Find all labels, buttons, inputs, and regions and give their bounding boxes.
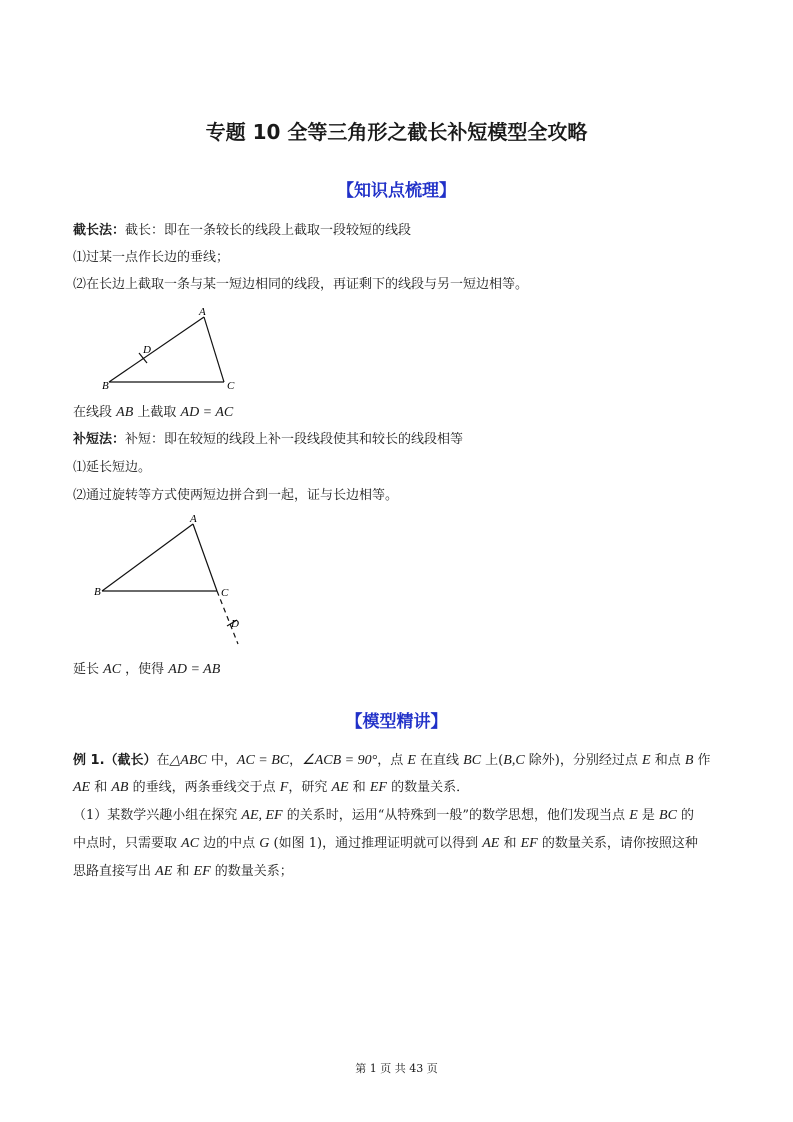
math: B,C	[503, 753, 525, 768]
example-line-4	[73, 834, 698, 854]
section-heading-knowledge: 【知识点梳理】	[337, 181, 456, 201]
page-footer: 第 1 页 共 43 页	[355, 1062, 438, 1075]
text: 和	[499, 836, 521, 851]
text: ，点	[377, 753, 408, 768]
math: AC = BC	[236, 753, 290, 768]
figure-buduan	[88, 508, 258, 648]
text: 和	[172, 864, 194, 879]
text: 在直线	[415, 753, 464, 768]
label-a: A	[199, 306, 206, 318]
math: E	[629, 808, 638, 823]
text: 除外)，分别经过点	[524, 753, 642, 768]
jiechang-step-1: ⑴过某一点作长边的垂线；	[73, 250, 230, 265]
math: BC	[463, 753, 482, 768]
caption-text: 上截取	[133, 405, 181, 420]
text: 的关系时，运用“从特殊到一般”的数学思想，他们发现当点	[282, 808, 630, 823]
label-d: D	[231, 618, 239, 630]
math: AB	[111, 780, 129, 795]
label-b: B	[102, 380, 109, 392]
text: 边的中点	[199, 836, 260, 851]
math: AE	[155, 864, 173, 879]
segment-ac	[193, 524, 217, 591]
buduan-definition	[73, 430, 463, 450]
text: ，	[289, 753, 303, 768]
math: BC	[659, 808, 677, 823]
buduan-label: 补短法：	[73, 432, 126, 447]
segment-ac	[204, 317, 224, 382]
figure-jiechang	[95, 300, 255, 395]
text: 和	[348, 780, 370, 795]
example-line-3	[73, 806, 694, 826]
text: 中点时，只需要取	[73, 836, 182, 851]
page-title: 专题 10 全等三角形之截长补短模型全攻略	[205, 120, 588, 144]
example-line-1	[73, 751, 711, 771]
jiechang-step-2: ⑵在长边上截取一条与某一短边相同的线段，再证剩下的线段与另一短边相等。	[73, 277, 529, 292]
caption-math: AD = AC	[180, 405, 234, 420]
math: B	[684, 753, 694, 768]
section-heading-model: 【模型精讲】	[345, 712, 448, 732]
text: 和点	[650, 753, 685, 768]
math: AE	[331, 780, 349, 795]
math: ∠ACB = 90°	[302, 753, 378, 768]
text: 的数量关系．	[386, 780, 470, 795]
segment-ab	[102, 524, 193, 591]
example-line-5	[73, 862, 293, 882]
text: 上(	[481, 753, 504, 768]
label-c: C	[221, 587, 229, 599]
text: ，研究	[288, 780, 332, 795]
jiechang-label: 截长法：	[73, 223, 126, 238]
text: 的数量关系，请你按照这种	[537, 836, 698, 851]
example-label: 例 1.（截长）	[73, 753, 157, 768]
label-b: B	[94, 586, 101, 598]
text: 中，	[206, 753, 237, 768]
text: （1）某数学兴趣小组在探究	[73, 808, 242, 823]
buduan-step-2: ⑵通过旋转等方式使两短边拼合到一起，证与长边相等。	[73, 488, 399, 503]
math: EF	[193, 864, 211, 879]
math: AE, EF	[241, 808, 283, 823]
label-d: D	[143, 344, 151, 356]
text: 的垂线，两条垂线交于点	[128, 780, 280, 795]
math: EF	[520, 836, 538, 851]
caption-math: AD = AB	[168, 662, 221, 677]
math: E	[642, 753, 651, 768]
text: (如图 1)，通过推理证明就可以得到	[269, 836, 483, 851]
text: 在	[156, 753, 170, 768]
math: F	[279, 780, 289, 795]
buduan-caption	[73, 660, 220, 680]
jiechang-desc: 截长：即在一条较长的线段上截取一段较短的线段	[125, 223, 412, 238]
math: EF	[369, 780, 387, 795]
text: 的	[676, 808, 695, 823]
caption-text: ，使得	[121, 662, 169, 677]
segment-ab	[109, 317, 204, 382]
math: AC	[181, 836, 200, 851]
text: 作	[693, 753, 711, 768]
example-line-2	[73, 778, 469, 798]
caption-math: AC	[103, 662, 122, 677]
math: E	[407, 753, 416, 768]
jiechang-caption	[73, 403, 233, 423]
math: △ABC	[169, 753, 207, 768]
math: G	[259, 836, 270, 851]
math: AE	[482, 836, 500, 851]
text: 的数量关系；	[210, 864, 293, 879]
caption-text: 延长	[73, 662, 104, 677]
text: 和	[90, 780, 112, 795]
text: 是	[637, 808, 660, 823]
jiechang-definition	[73, 221, 411, 241]
buduan-step-1: ⑴延长短边。	[73, 460, 152, 475]
label-a: A	[190, 513, 197, 525]
label-c: C	[227, 380, 235, 392]
text: 思路直接写出	[73, 864, 156, 879]
caption-text: 在线段	[73, 405, 117, 420]
caption-math: AB	[116, 405, 134, 420]
buduan-desc: 补短：即在较短的线段上补一段线段使其和较长的线段相等	[125, 432, 464, 447]
math: AE	[73, 780, 91, 795]
